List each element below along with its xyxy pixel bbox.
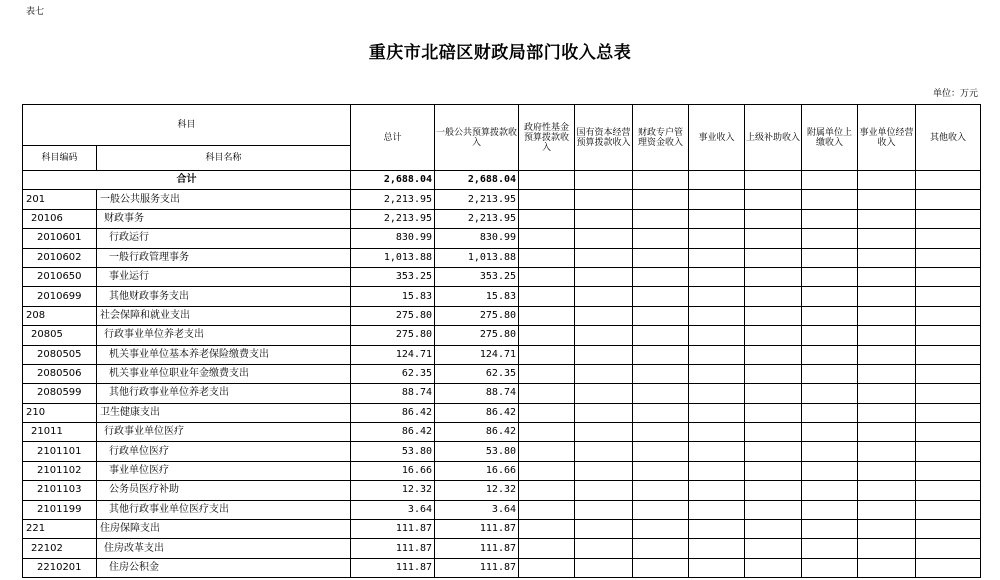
empty-cell — [689, 306, 745, 325]
empty-cell — [916, 248, 981, 267]
table-row — [23, 423, 981, 442]
row-total: 111.87 — [351, 539, 435, 558]
empty-cell — [802, 403, 858, 422]
empty-cell — [575, 558, 633, 577]
empty-cell — [802, 384, 858, 403]
row-total: 16.66 — [351, 461, 435, 480]
empty-cell — [575, 190, 633, 209]
empty-cell — [745, 306, 802, 325]
empty-cell — [916, 558, 981, 577]
empty-cell — [575, 248, 633, 267]
empty-cell — [633, 190, 689, 209]
empty-cell — [519, 287, 575, 306]
empty-cell — [916, 539, 981, 558]
row-general-budget: 353.25 — [435, 267, 519, 286]
empty-cell — [858, 558, 916, 577]
empty-cell — [575, 209, 633, 228]
subject-code: 21011 — [23, 423, 97, 442]
empty-cell — [633, 423, 689, 442]
subject-code: 2080506 — [23, 364, 97, 383]
empty-cell — [916, 403, 981, 422]
empty-cell — [689, 481, 745, 500]
empty-cell — [633, 442, 689, 461]
empty-cell — [633, 267, 689, 286]
empty-cell — [916, 306, 981, 325]
subject-name: 机关事业单位职业年金缴费支出 — [97, 364, 351, 383]
subject-name: 社会保障和就业支出 — [97, 306, 351, 325]
subject-name: 其他行政事业单位医疗支出 — [97, 500, 351, 519]
empty-cell — [802, 500, 858, 519]
subject-code: 2101103 — [23, 481, 97, 500]
empty-cell — [689, 558, 745, 577]
empty-cell — [519, 326, 575, 345]
subject-name: 一般公共服务支出 — [97, 190, 351, 209]
empty-cell — [916, 364, 981, 383]
subject-code: 2010650 — [23, 267, 97, 286]
subject-name: 事业运行 — [97, 267, 351, 286]
row-general-budget: 124.71 — [435, 345, 519, 364]
row-general-budget: 111.87 — [435, 558, 519, 577]
row-total: 88.74 — [351, 384, 435, 403]
empty-cell — [575, 403, 633, 422]
subject-name: 其他行政事业单位养老支出 — [97, 384, 351, 403]
table-row — [23, 209, 981, 228]
empty-cell — [802, 287, 858, 306]
empty-cell — [689, 229, 745, 248]
row-total: 275.80 — [351, 306, 435, 325]
col-header-other-income: 其他收入 — [916, 105, 981, 171]
empty-cell — [858, 229, 916, 248]
table-row — [23, 520, 981, 539]
empty-cell — [519, 558, 575, 577]
empty-cell — [858, 190, 916, 209]
row-general-budget: 830.99 — [435, 229, 519, 248]
subject-code: 20805 — [23, 326, 97, 345]
table-row — [23, 229, 981, 248]
table-row — [23, 287, 981, 306]
empty-cell — [575, 345, 633, 364]
empty-cell — [858, 306, 916, 325]
empty-cell — [689, 539, 745, 558]
empty-cell — [916, 384, 981, 403]
subject-name: 住房改革支出 — [97, 539, 351, 558]
empty-cell — [802, 267, 858, 286]
empty-cell — [519, 364, 575, 383]
empty-cell — [745, 384, 802, 403]
empty-cell — [916, 229, 981, 248]
col-header-gov-fund: 政府性基金预算拨款收入 — [519, 105, 575, 171]
row-total: 12.32 — [351, 481, 435, 500]
empty-cell — [802, 442, 858, 461]
empty-cell — [575, 326, 633, 345]
empty-cell — [916, 481, 981, 500]
page-title: 重庆市北碚区财政局部门收入总表 — [368, 43, 632, 63]
row-general-budget: 275.80 — [435, 306, 519, 325]
empty-cell — [745, 442, 802, 461]
subject-code: 2010601 — [23, 229, 97, 248]
empty-cell — [916, 345, 981, 364]
col-header-total: 总计 — [351, 105, 435, 171]
table-row — [23, 326, 981, 345]
empty-cell — [858, 248, 916, 267]
empty-cell — [916, 423, 981, 442]
empty-cell — [633, 287, 689, 306]
empty-cell — [633, 500, 689, 519]
empty-cell — [633, 520, 689, 539]
table-row — [23, 248, 981, 267]
empty-cell — [519, 229, 575, 248]
empty-cell — [633, 306, 689, 325]
empty-cell — [858, 539, 916, 558]
empty-cell — [916, 209, 981, 228]
empty-cell — [745, 209, 802, 228]
empty-cell — [689, 364, 745, 383]
row-general-budget: 53.80 — [435, 442, 519, 461]
row-general-budget: 88.74 — [435, 384, 519, 403]
empty-cell — [575, 539, 633, 558]
row-total: 86.42 — [351, 403, 435, 422]
empty-cell — [575, 229, 633, 248]
col-header-operating-income: 事业单位经营收入 — [858, 105, 916, 171]
total-sum: 2,688.04 — [351, 171, 435, 190]
empty-cell — [689, 287, 745, 306]
empty-cell — [916, 190, 981, 209]
empty-cell — [745, 520, 802, 539]
row-total: 2,213.95 — [351, 209, 435, 228]
empty-cell — [745, 287, 802, 306]
empty-cell — [519, 248, 575, 267]
empty-cell — [745, 539, 802, 558]
subject-code: 221 — [23, 520, 97, 539]
table-row — [23, 558, 981, 577]
empty-cell — [745, 345, 802, 364]
subject-name: 一般行政管理事务 — [97, 248, 351, 267]
empty-cell — [858, 267, 916, 286]
empty-cell — [689, 209, 745, 228]
row-total: 111.87 — [351, 558, 435, 577]
empty-cell — [519, 403, 575, 422]
empty-cell — [916, 500, 981, 519]
income-table — [22, 104, 981, 578]
subject-code: 2080505 — [23, 345, 97, 364]
empty-cell — [633, 326, 689, 345]
row-general-budget: 2,213.95 — [435, 190, 519, 209]
empty-cell — [519, 306, 575, 325]
empty-cell — [519, 539, 575, 558]
subject-code: 2101199 — [23, 500, 97, 519]
row-total: 275.80 — [351, 326, 435, 345]
row-general-budget: 86.42 — [435, 403, 519, 422]
empty-cell — [858, 461, 916, 480]
empty-cell — [858, 209, 916, 228]
empty-cell — [802, 461, 858, 480]
subject-name-header: 科目名称 — [97, 146, 351, 171]
col-header-special-account: 财政专户管理资金收入 — [633, 105, 689, 171]
empty-cell — [802, 539, 858, 558]
subject-name: 行政运行 — [97, 229, 351, 248]
row-general-budget: 2,213.95 — [435, 209, 519, 228]
empty-cell — [575, 306, 633, 325]
subject-code: 208 — [23, 306, 97, 325]
row-general-budget: 16.66 — [435, 461, 519, 480]
empty-cell — [689, 520, 745, 539]
empty-cell — [575, 520, 633, 539]
empty-cell — [802, 520, 858, 539]
empty-cell — [916, 461, 981, 480]
empty-cell — [858, 384, 916, 403]
row-total: 353.25 — [351, 267, 435, 286]
empty-cell — [689, 423, 745, 442]
empty-cell — [519, 461, 575, 480]
empty-cell — [519, 442, 575, 461]
empty-cell — [802, 558, 858, 577]
empty-cell — [575, 423, 633, 442]
row-total: 111.87 — [351, 520, 435, 539]
table-row — [23, 403, 981, 422]
empty-cell — [802, 229, 858, 248]
empty-cell — [633, 248, 689, 267]
table-row — [23, 384, 981, 403]
empty-cell — [858, 500, 916, 519]
row-general-budget: 62.35 — [435, 364, 519, 383]
empty-cell — [916, 520, 981, 539]
empty-cell — [519, 267, 575, 286]
empty-cell — [858, 442, 916, 461]
row-total: 3.64 — [351, 500, 435, 519]
row-total: 124.71 — [351, 345, 435, 364]
empty-cell — [802, 364, 858, 383]
table-number: 表七 — [26, 7, 45, 17]
empty-cell — [745, 461, 802, 480]
empty-cell — [802, 306, 858, 325]
table-row — [23, 364, 981, 383]
col-header-state-capital: 国有资本经营预算拨款收入 — [575, 105, 633, 171]
empty-cell — [858, 520, 916, 539]
table-row — [23, 481, 981, 500]
row-general-budget: 275.80 — [435, 326, 519, 345]
empty-cell — [858, 423, 916, 442]
empty-cell — [689, 267, 745, 286]
empty-cell — [519, 345, 575, 364]
subject-name: 公务员医疗补助 — [97, 481, 351, 500]
row-total: 15.83 — [351, 287, 435, 306]
empty-cell — [802, 190, 858, 209]
empty-cell — [689, 403, 745, 422]
subject-name: 卫生健康支出 — [97, 403, 351, 422]
subject-header: 科目 — [23, 105, 351, 146]
subject-name: 财政事务 — [97, 209, 351, 228]
row-total: 1,013.88 — [351, 248, 435, 267]
empty-cell — [858, 287, 916, 306]
row-general-budget: 3.64 — [435, 500, 519, 519]
subject-name: 行政事业单位养老支出 — [97, 326, 351, 345]
empty-cell — [858, 364, 916, 383]
empty-cell — [633, 481, 689, 500]
empty-cell — [745, 364, 802, 383]
subject-code: 201 — [23, 190, 97, 209]
row-total: 2,213.95 — [351, 190, 435, 209]
empty-cell — [633, 364, 689, 383]
empty-cell — [858, 345, 916, 364]
col-header-general-budget: 一般公共预算拨款收入 — [435, 105, 519, 171]
unit-label: 单位：万元 — [932, 89, 978, 99]
empty-cell — [745, 190, 802, 209]
empty-cell — [575, 364, 633, 383]
row-general-budget: 12.32 — [435, 481, 519, 500]
empty-cell — [575, 461, 633, 480]
empty-cell — [916, 442, 981, 461]
subject-code: 2010699 — [23, 287, 97, 306]
empty-cell — [858, 403, 916, 422]
empty-cell — [689, 326, 745, 345]
empty-cell — [916, 267, 981, 286]
col-header-superior-subsidy: 上级补助收入 — [745, 105, 802, 171]
empty-cell — [689, 248, 745, 267]
table-row — [23, 442, 981, 461]
table-row — [23, 306, 981, 325]
total-general: 2,688.04 — [435, 171, 519, 190]
subject-code: 22102 — [23, 539, 97, 558]
row-total: 86.42 — [351, 423, 435, 442]
empty-cell — [745, 403, 802, 422]
subject-code: 2101101 — [23, 442, 97, 461]
empty-cell — [689, 190, 745, 209]
empty-cell — [745, 267, 802, 286]
empty-cell — [519, 190, 575, 209]
empty-cell — [575, 384, 633, 403]
empty-cell — [745, 500, 802, 519]
total-label: 合计 — [23, 171, 351, 190]
subject-name: 住房保障支出 — [97, 520, 351, 539]
empty-cell — [916, 287, 981, 306]
total-row — [23, 171, 981, 190]
empty-cell — [802, 423, 858, 442]
empty-cell — [858, 481, 916, 500]
empty-cell — [633, 209, 689, 228]
empty-cell — [689, 442, 745, 461]
row-general-budget: 111.87 — [435, 539, 519, 558]
subject-name: 事业单位医疗 — [97, 461, 351, 480]
empty-cell — [689, 384, 745, 403]
table-row — [23, 539, 981, 558]
subject-name: 行政事业单位医疗 — [97, 423, 351, 442]
empty-cell — [633, 461, 689, 480]
empty-cell — [745, 481, 802, 500]
table-row — [23, 345, 981, 364]
subject-code: 2101102 — [23, 461, 97, 480]
row-general-budget: 86.42 — [435, 423, 519, 442]
empty-cell — [575, 267, 633, 286]
empty-cell — [745, 326, 802, 345]
empty-cell — [519, 500, 575, 519]
empty-cell — [575, 442, 633, 461]
empty-cell — [519, 209, 575, 228]
empty-cell — [745, 248, 802, 267]
subject-code: 20106 — [23, 209, 97, 228]
empty-cell — [802, 481, 858, 500]
col-header-business-income: 事业收入 — [689, 105, 745, 171]
empty-cell — [633, 229, 689, 248]
table-row — [23, 190, 981, 209]
empty-cell — [633, 539, 689, 558]
subject-code: 2210201 — [23, 558, 97, 577]
subject-code: 210 — [23, 403, 97, 422]
empty-cell — [519, 481, 575, 500]
subject-name: 机关事业单位基本养老保险缴费支出 — [97, 345, 351, 364]
subject-name: 其他财政事务支出 — [97, 287, 351, 306]
empty-cell — [575, 287, 633, 306]
empty-cell — [745, 558, 802, 577]
empty-cell — [519, 384, 575, 403]
empty-cell — [633, 403, 689, 422]
empty-cell — [689, 461, 745, 480]
table-row — [23, 500, 981, 519]
empty-cell — [633, 384, 689, 403]
empty-cell — [745, 423, 802, 442]
empty-cell — [916, 326, 981, 345]
table-row — [23, 267, 981, 286]
row-total: 53.80 — [351, 442, 435, 461]
empty-cell — [519, 423, 575, 442]
row-total: 830.99 — [351, 229, 435, 248]
subject-code: 2010602 — [23, 248, 97, 267]
row-general-budget: 111.87 — [435, 520, 519, 539]
empty-cell — [802, 326, 858, 345]
empty-cell — [858, 326, 916, 345]
row-total: 62.35 — [351, 364, 435, 383]
subject-code: 2080599 — [23, 384, 97, 403]
empty-cell — [802, 345, 858, 364]
empty-cell — [689, 345, 745, 364]
subject-name: 行政单位医疗 — [97, 442, 351, 461]
col-header-affiliated-unit: 附属单位上缴收入 — [802, 105, 858, 171]
empty-cell — [575, 481, 633, 500]
empty-cell — [802, 209, 858, 228]
subject-code-header: 科目编码 — [23, 146, 97, 171]
empty-cell — [802, 248, 858, 267]
row-general-budget: 1,013.88 — [435, 248, 519, 267]
row-general-budget: 15.83 — [435, 287, 519, 306]
empty-cell — [633, 345, 689, 364]
empty-cell — [633, 558, 689, 577]
empty-cell — [575, 500, 633, 519]
table-row — [23, 461, 981, 480]
empty-cell — [519, 520, 575, 539]
subject-name: 住房公积金 — [97, 558, 351, 577]
empty-cell — [689, 500, 745, 519]
empty-cell — [745, 229, 802, 248]
